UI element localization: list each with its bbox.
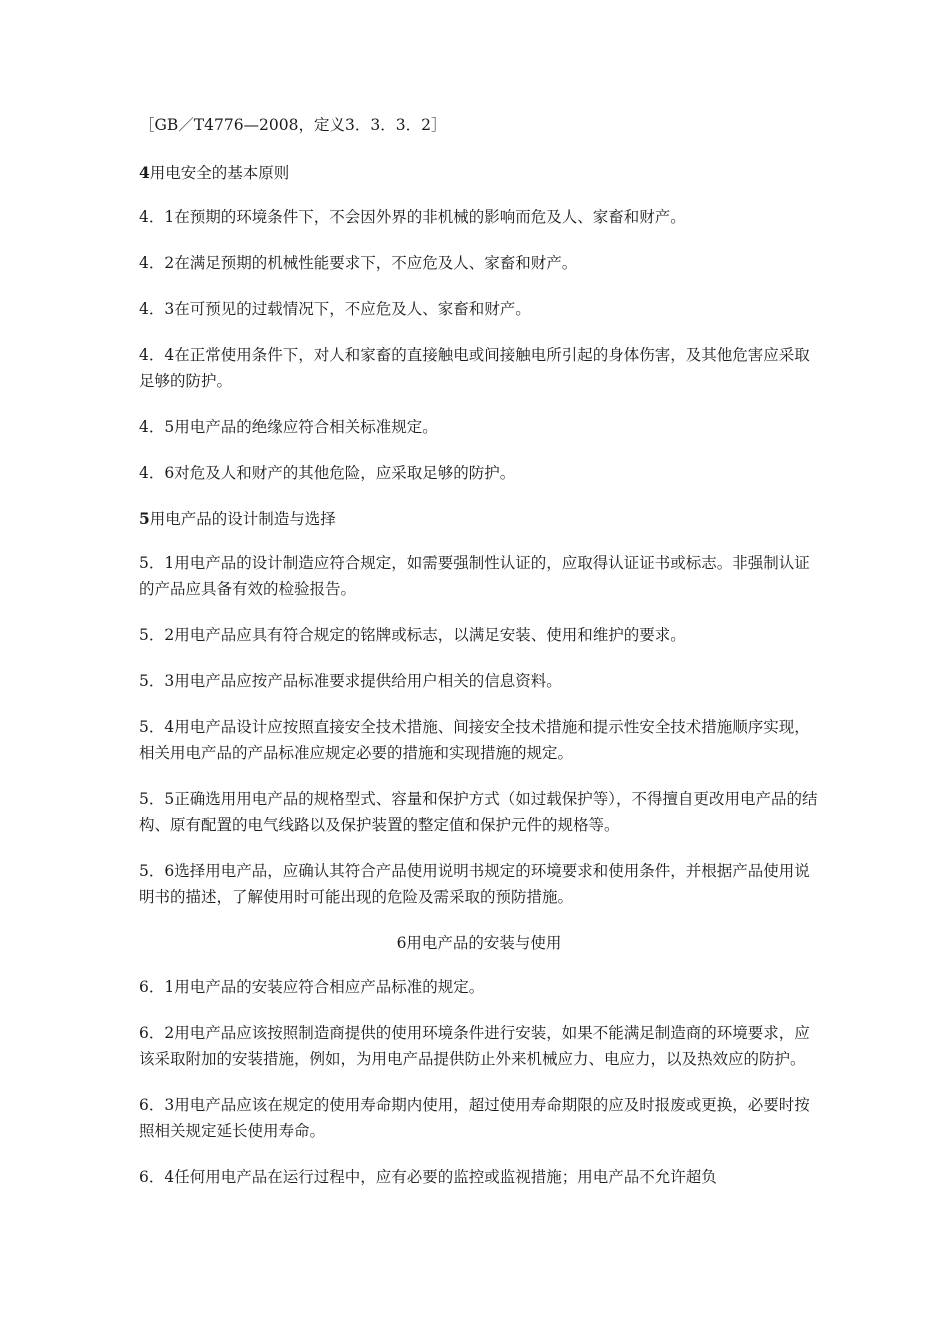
clause-6-3: 6．3用电产品应该在规定的使用寿命期内使用，超过使用寿命期限的应及时报废或更换，必要时按照相关规定延长使用寿命。 <box>139 1096 810 1140</box>
section-5-title: 用电产品的设计制造与选择 <box>149 510 336 528</box>
clause-5-5: 5．5正确选用用电产品的规格型式、容量和保护方式（如过载保护等），不得擅自更改用电产品的结构、原有配置的电气线路以及保护装置的整定值和保护元件的规格等。 <box>139 790 818 834</box>
section-5-heading <box>139 506 819 532</box>
clause-4-1: 4．1在预期的环境条件下，不会因外界的非机械的影响而危及人、家畜和财产。 <box>139 208 686 226</box>
section-4-number: 4 <box>139 163 150 182</box>
clause-4-5: 4．5用电产品的绝缘应符合相关标准规定。 <box>139 418 438 436</box>
clause-5-1: 5．1用电产品的设计制造应符合规定，如需要强制性认证的，应取得认证证书或标志。非强制认证的产品应具备有效的检验报告。 <box>139 554 810 598</box>
clause-4-4: 4．4在正常使用条件下，对人和家畜的直接触电或间接触电所引起的身体伤害，及其他危害应采取足够的防护。 <box>139 346 810 390</box>
clause-6-4: 6．4任何用电产品在运行过程中，应有必要的监控或监视措施；用电产品不允许超负 <box>139 1168 717 1186</box>
section-4-title: 用电安全的基本原则 <box>149 164 290 182</box>
clause-5-3: 5．3用电产品应按产品标准要求提供给用户相关的信息资料。 <box>139 672 562 690</box>
clause-6-2: 6．2用电产品应该按照制造商提供的使用环境条件进行安装，如果不能满足制造商的环境要求，应该采取附加的安装措施，例如，为用电产品提供防止外来机械应力、电应力，以及热效应的防护。 <box>139 1024 810 1068</box>
clause-4-6: 4．6对危及人和财产的其他危险，应采取足够的防护。 <box>139 464 516 482</box>
clause-4-2: 4．2在满足预期的机械性能要求下，不应危及人、家畜和财产。 <box>139 254 578 272</box>
clause-4-3: 4．3在可预见的过载情况下，不应危及人、家畜和财产。 <box>139 300 531 318</box>
clause-5-6: 5．6选择用电产品，应确认其符合产品使用说明书规定的环境要求和使用条件，并根据产品使用说明书的描述，了解使用时可能出现的危险及需采取的预防措施。 <box>139 862 810 906</box>
section-5-number: 5 <box>139 509 150 528</box>
clause-6-1: 6．1用电产品的安装应符合相应产品标准的规定。 <box>139 978 485 996</box>
clause-5-2: 5．2用电产品应具有符合规定的铭牌或标志，以满足安装、使用和维护的要求。 <box>139 626 686 644</box>
section-4-heading <box>139 160 819 186</box>
document-page <box>139 112 819 1210</box>
section-6-heading: 6用电产品的安装与使用 <box>396 934 562 952</box>
clause-5-4: 5．4用电产品设计应按照直接安全技术措施、间接安全技术措施和提示性安全技术措施顺序实现，相关用电产品的产品标准应规定必要的措施和实现措施的规定。 <box>139 718 810 762</box>
reference-note: ［GB／T4776—2008，定义3．3．3．2］ <box>139 116 447 134</box>
